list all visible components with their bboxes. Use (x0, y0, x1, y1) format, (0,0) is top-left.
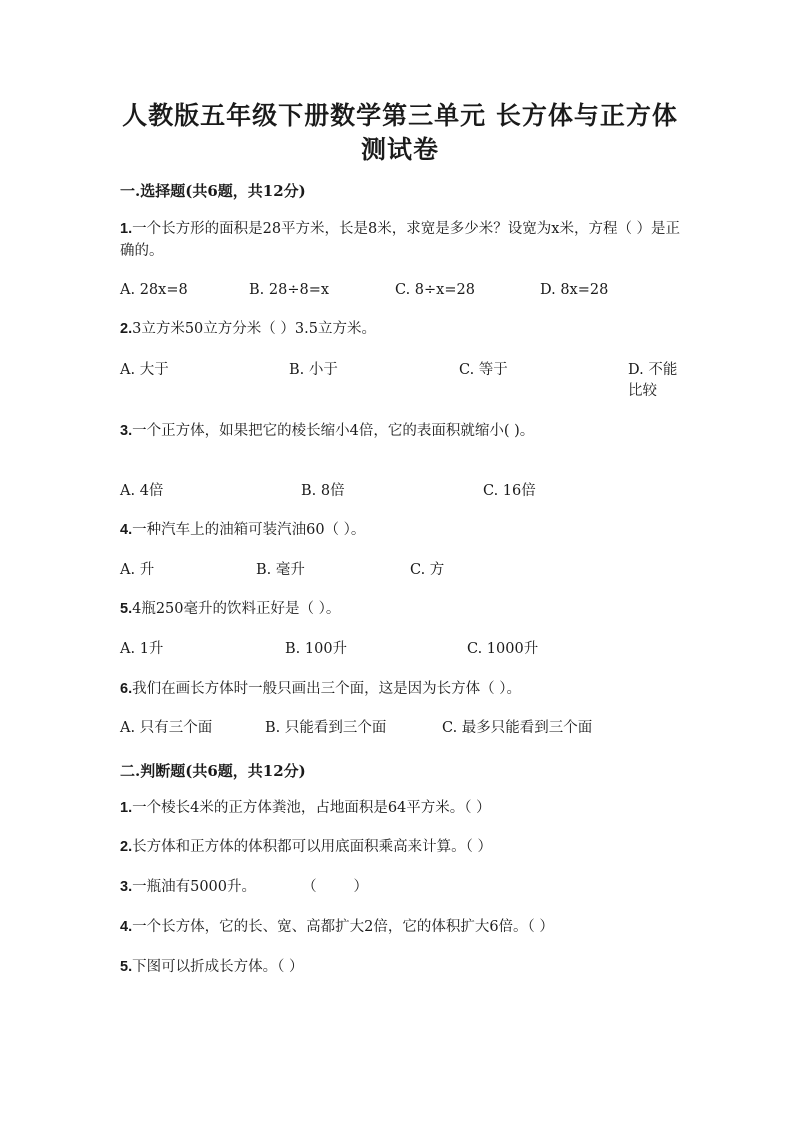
option-c: C. 最多只能看到三个面 (442, 720, 593, 736)
option-c: C. 方 (410, 562, 445, 578)
question-text: 一个正方体，如果把它的棱长缩小4倍，它的表面积就缩小( )。 (132, 423, 535, 439)
question-number: 4. (120, 919, 133, 935)
question-text: 下图可以折成长方体。（ ） (132, 959, 304, 975)
option-b: B. 28÷8=x (249, 282, 330, 298)
question-number: 5. (120, 959, 133, 975)
question-2 (120, 318, 682, 340)
option-a: A. 升 (120, 562, 155, 578)
question-text: 一个棱长4米的正方体粪池，占地面积是64平方米。（ ） (132, 800, 491, 816)
option-b: B. 8倍 (301, 483, 345, 499)
question-text: 4瓶250毫升的饮料正好是（ ）。 (132, 601, 341, 617)
option-a: A. 28x=8 (120, 282, 188, 298)
question-6 (120, 678, 682, 700)
question-text: 一个长方体，它的长、宽、高都扩大2倍，它的体积扩大6倍。（ ） (132, 919, 554, 935)
option-d: D. 不能比较 (628, 362, 678, 399)
section-heading-judgment: 二.判断题(共6题，共12分) (120, 762, 306, 780)
question-number: 6. (120, 681, 133, 697)
option-d: D. 8x=28 (540, 282, 609, 298)
page-subtitle: 测试卷 (360, 135, 439, 164)
option-b: B. 小于 (289, 362, 338, 378)
question-5 (120, 598, 682, 620)
question-4 (120, 519, 682, 541)
judgment-2 (120, 836, 682, 858)
option-b: B. 100升 (285, 641, 348, 657)
option-a: A. 只有三个面 (120, 720, 213, 736)
question-number: 3. (120, 879, 133, 895)
option-a: A. 大于 (120, 362, 169, 378)
page-title: 人教版五年级下册数学第三单元 长方体与正方体 (122, 101, 678, 130)
option-a: A. 4倍 (120, 483, 164, 499)
question-number: 5. (120, 601, 133, 617)
question-number: 3. (120, 423, 133, 439)
option-b: B. 毫升 (256, 562, 305, 578)
option-c: C. 等于 (459, 362, 508, 378)
judgment-1 (120, 797, 682, 819)
question-text: 我们在画长方体时一般只画出三个面，这是因为长方体（ ）。 (132, 681, 521, 697)
judgment-4 (120, 916, 682, 938)
question-number: 1. (120, 221, 133, 237)
option-c: C. 16倍 (483, 483, 536, 499)
question-1 (120, 218, 682, 262)
option-a: A. 1升 (120, 641, 164, 657)
question-number: 2. (120, 839, 133, 855)
question-number: 1. (120, 800, 133, 816)
question-text: 一瓶油有5000升。 （ ） (132, 879, 368, 895)
question-text: 一种汽车上的油箱可装汽油60（ ）。 (132, 522, 366, 538)
judgment-5 (120, 956, 682, 978)
question-text: 长方体和正方体的体积都可以用底面积乘高来计算。（ ） (132, 839, 492, 855)
option-b: B. 只能看到三个面 (265, 720, 387, 736)
option-c: C. 8÷x=28 (395, 282, 475, 298)
judgment-3 (120, 876, 682, 898)
section-heading-choice: 一.选择题(共6题，共12分) (120, 182, 306, 200)
question-3 (120, 420, 682, 442)
question-number: 2. (120, 321, 133, 337)
question-text: 一个长方形的面积是28平方米，长是8米，求宽是多少米？设宽为x米，方程（ ）是正确的。 (120, 221, 681, 259)
option-c: C. 1000升 (467, 641, 539, 657)
question-text: 3立方米50立方分米（ ）3.5立方米。 (132, 321, 376, 337)
question-number: 4. (120, 522, 133, 538)
